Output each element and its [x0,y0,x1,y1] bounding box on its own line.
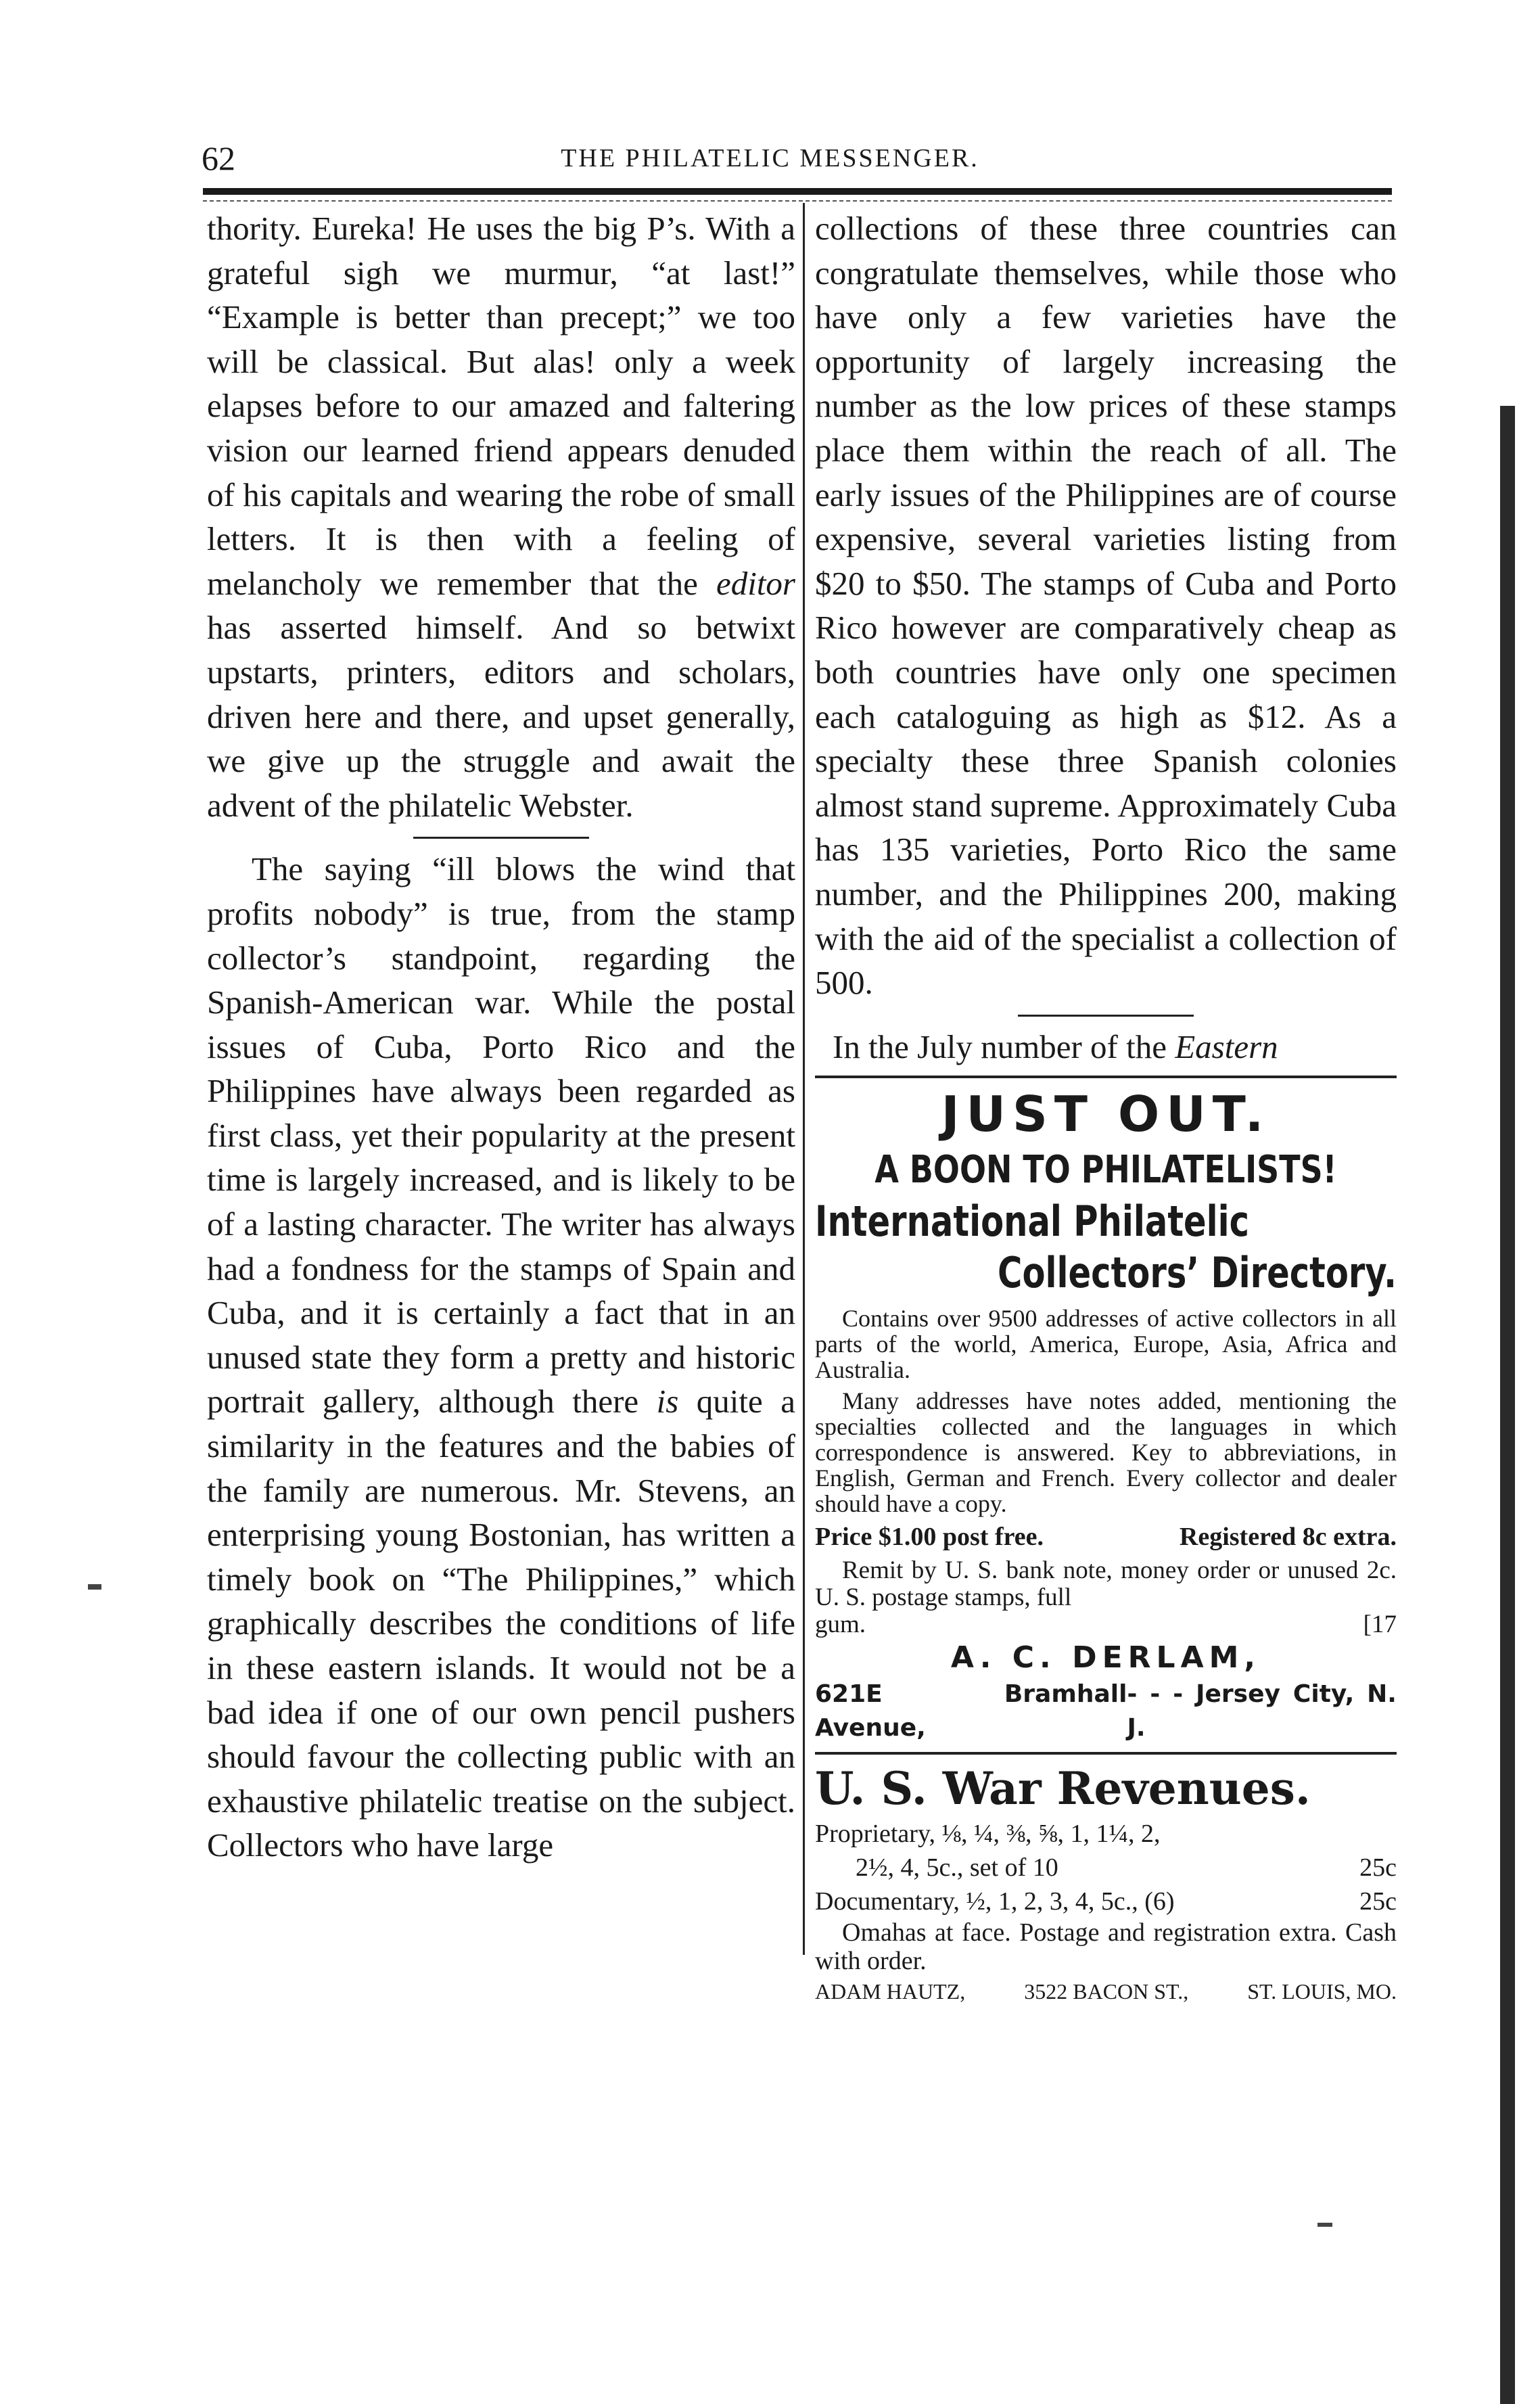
revenues-dealer: ADAM HAUTZ, 3522 BACON ST., ST. LOUIS, MO. [815,1979,1397,2004]
ad-price: Price $1.00 post free. [815,1523,1044,1552]
revenues-row-2: 2½, 4, 5c., set of 10 25c [856,1853,1397,1882]
revenues-title: U. S. War Revenues. [815,1762,1311,1816]
ad-registered: Registered 8c extra. [1179,1523,1397,1552]
is-emphasis: is [656,1383,679,1420]
right-column [815,206,1397,2008]
ad-title-line-1: International Philatelic [815,1197,1250,1247]
column-divider [803,203,805,1955]
scan-mark-bottom [1317,2223,1332,2227]
left-column [207,206,795,1868]
right-paragraph-1: collections of these three countries can congratulate themselves, while those who have only a few varieties have the opportunity of largely increasing the number as the low prices of these stamps place them within the reach of all. The early issues of the Philippines are of course expensive, several varieties listing from $20 to $50. The stamps of Cuba and Porto Rico however are comparatively cheap as both countries have only one specimen each cataloguing as high as $12. As a specialty these three Spanish colonies almost stand supreme. Approximately Cuba has 135 varieties, Porto Rico the same number, and the Philippines 200, making with the aid of the specialist a collection of 500. [815,210,1397,1002]
revenues-row-3: Documentary, ½, 1, 2, 3, 4, 5c., (6) 25c [815,1887,1397,1916]
section-rule-right [1018,1015,1194,1017]
scan-mark-left [88,1584,101,1590]
left-paragraph-1: thority. Eureka! He uses the big P’s. With a grateful sigh we murmur, “at last!” “Example is better than precept;” we too will be classical. But alas! only a week elapses before to our amazed and faltering vision our learned friend appears denuded of his capitals and wearing the robe of small letters. It is then with a feeling of melancholy we remember that the editor has asserted himself. And so betwixt upstarts, printers, editors and scholars, driven here and there, and upset generally, we give up the struggle and await the advent of the philatelic Webster. [207,210,795,824]
ad-code: [17 [1363,1611,1397,1639]
directory-ad [815,1084,1397,1745]
ad-title-line-2: Collectors’ Directory. [998,1248,1397,1298]
header-rule-thin [203,200,1392,202]
revenues-row-1: Proprietary, ⅛, ¼, ⅜, ⅝, 1, 1¼, 2, [815,1820,1161,1849]
ad-price-line [815,1521,1397,1553]
page-number: 62 [202,139,235,177]
ad-headline: JUST OUT. [941,1086,1271,1143]
ad-description-2: Many addresses have notes added, mentioning the specialties collected and the languages in which correspondence is answered. Key to abbreviations, in English, German and French. Every collector and dealer should have a copy. [815,1387,1397,1518]
scan-edge-right [1500,406,1515,2404]
eastern-emphasis: Eastern [1175,1027,1278,1065]
ad-address: 621E Bramhall Avenue, - - - Jersey City, N. J. [815,1680,1397,1742]
ad-advertiser: A. C. DERLAM, [950,1640,1261,1675]
ad-rule-top [815,1076,1397,1078]
ad-subhead: A BOON TO PHILATELISTS! [874,1148,1337,1193]
revenues-ad [815,1760,1397,2008]
section-rule [413,837,589,839]
ad-description-1: Contains over 9500 addresses of active collectors in all parts of the world, America, Europe, Asia, Africa and Australia. [815,1305,1397,1384]
header-rule [203,188,1392,195]
ad-remit: Remit by U. S. bank note, money order or unused 2c. U. S. postage stamps, full [815,1556,1397,1612]
revenues-note: Omahas at face. Postage and registration extra. Cash with order. [815,1918,1397,1976]
right-paragraph-2: In the July number of the Eastern [833,1027,1278,1065]
running-head: THE PHILATELIC MESSENGER. [561,144,979,172]
editor-emphasis: editor [716,564,795,602]
left-paragraph-2: The saying “ill blows the wind that profits nobody” is true, from the stamp collector’s standpoint, regarding the Spanish-American war. While the postal issues of Cuba, Porto Rico and the Philippines have always been regarded as first class, yet their popularity at the present time is largely increased, and is likely to be of a lasting character. The writer has always had a fondness for the stamps of Spain and Cuba, and it is certainly a fact that in an unused state they form a pretty and historic portrait gallery, although there is quite a similarity in the features and the babies of the family are numerous. Mr. Stevens, an enterprising young Bostonian, has written a timely book on “The Philippines,” which graphically describes the conditions of life in these eastern islands. It would not be a bad idea if one of our own pencil pushers should favour the collecting public with an exhaustive philatelic treatise on the subject. Collectors who have large [207,850,795,1864]
ad-remit-end: gum. [17 [815,1611,1397,1639]
ad-rule-middle [815,1752,1397,1755]
